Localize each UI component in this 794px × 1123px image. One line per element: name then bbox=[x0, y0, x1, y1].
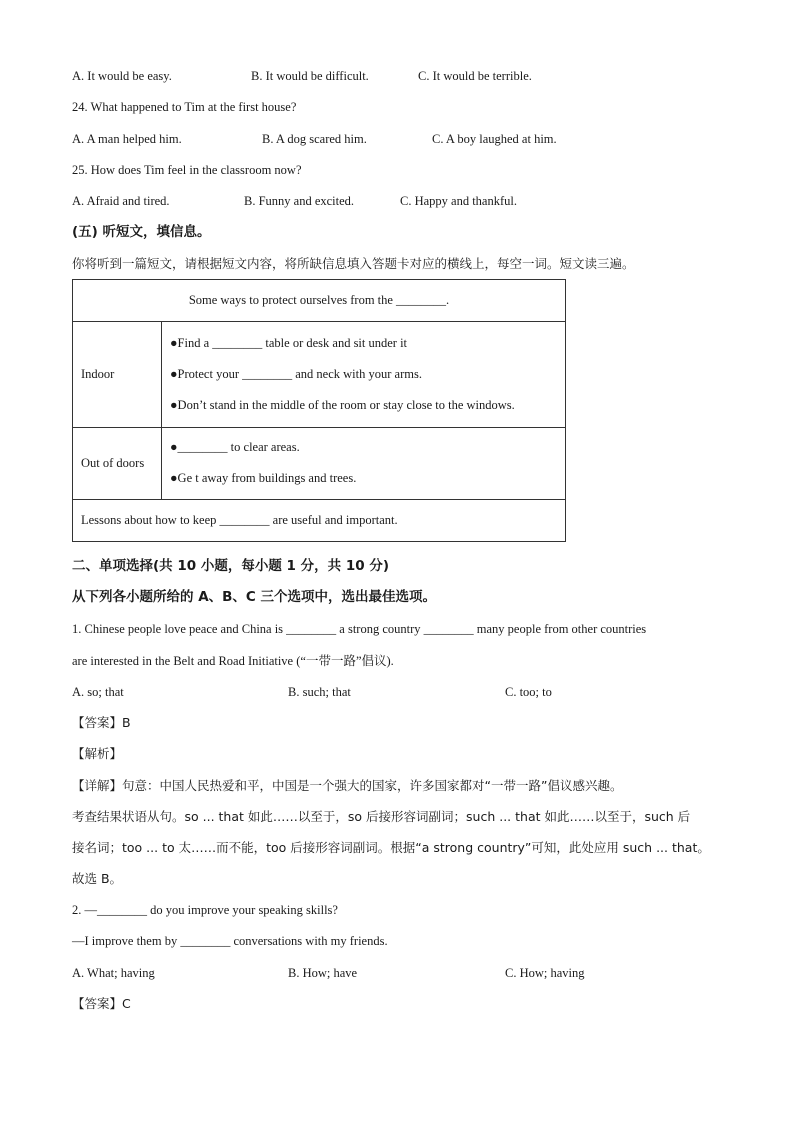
section5-instruction: 你将听到一篇短文，请根据短文内容，将所缺信息填入答题卡对应的横线上，每空一词。短文读三遍。 bbox=[72, 256, 635, 271]
q1-detail-line3: 接名词；too ... to 太……而不能，too 后接形容词副词。根据“a strong country”可知，此处应用 such ... that。 bbox=[72, 840, 710, 855]
outdoor-items bbox=[162, 427, 566, 499]
outdoor-item: ●________ to clear areas. bbox=[170, 440, 300, 455]
q2-option-b: B. How; have bbox=[288, 966, 358, 980]
indoor-item: ●Protect your ________ and neck with your arms. bbox=[170, 366, 422, 381]
q24-option-a: A. A man helped him. bbox=[72, 132, 182, 146]
q24-option-b: B. A dog scared him. bbox=[262, 132, 367, 146]
q25-option-a: A. Afraid and tired. bbox=[72, 194, 170, 208]
q25-option-c: C. Happy and thankful. bbox=[400, 194, 517, 208]
indoor-item: ●Find a ________ table or desk and sit under it bbox=[170, 335, 408, 350]
q24-question: 24. What happened to Tim at the first house? bbox=[72, 100, 297, 114]
section5-title: (五) 听短文，填信息。 bbox=[72, 224, 211, 240]
q2-question-line2: —I improve them by ________ conversations with my friends. bbox=[72, 934, 388, 948]
q2-option-c: C. How; having bbox=[505, 966, 585, 980]
q1-question-line1: 1. Chinese people love peace and China is ________ a strong country ________ many people from other countries bbox=[72, 622, 647, 636]
indoor-label: Indoor bbox=[73, 322, 162, 427]
q24-option-c: C. A boy laughed at him. bbox=[432, 132, 557, 146]
q25-question: 25. How does Tim feel in the classroom now? bbox=[72, 163, 302, 177]
q2-answer: 【答案】C bbox=[72, 996, 131, 1011]
q1-detail-line4: 故选 B。 bbox=[72, 871, 123, 886]
q1-detail-line2: 考查结果状语从句。so ... that 如此……以至于，so 后接形容词副词；such ... that 如此……以至于，such 后 bbox=[72, 809, 691, 824]
info-table bbox=[72, 279, 566, 542]
part2-instruction: 从下列各小题所给的 A、B、C 三个选项中，选出最佳选项。 bbox=[72, 589, 437, 605]
outdoor-label: Out of doors bbox=[73, 427, 162, 499]
q1-detail-line1: 【详解】句意：中国人民热爱和平，中国是一个强大的国家，许多国家都对“一带一路”倡议感兴趣。 bbox=[72, 778, 623, 793]
table-header: Some ways to protect ourselves from the ________. bbox=[73, 280, 566, 322]
q1-option-a: A. so; that bbox=[72, 685, 124, 699]
q2-option-a: A. What; having bbox=[72, 966, 155, 980]
q23-option-a: A. It would be easy. bbox=[72, 69, 172, 83]
table-footer: Lessons about how to keep ________ are useful and important. bbox=[73, 499, 566, 541]
q2-question-line1: 2. —________ do you improve your speaking skills? bbox=[72, 903, 338, 917]
outdoor-item: ●Ge t away from buildings and trees. bbox=[170, 471, 357, 486]
q1-option-c: C. too; to bbox=[505, 685, 552, 699]
q25-option-b: B. Funny and excited. bbox=[244, 194, 355, 208]
indoor-items bbox=[162, 322, 566, 427]
q23-option-b: B. It would be difficult. bbox=[251, 69, 369, 83]
q1-question-line2: are interested in the Belt and Road Initiative (“一带一路”倡议). bbox=[72, 654, 394, 668]
q23-option-c: C. It would be terrible. bbox=[418, 69, 532, 83]
q1-analysis-tag: 【解析】 bbox=[72, 746, 123, 761]
part2-title: 二、单项选择(共 10 小题，每小题 1 分，共 10 分) bbox=[72, 558, 390, 574]
q1-option-b: B. such; that bbox=[288, 685, 351, 699]
indoor-item: ●Don’t stand in the middle of the room or stay close to the windows. bbox=[170, 397, 515, 412]
q1-answer: 【答案】B bbox=[72, 715, 131, 730]
